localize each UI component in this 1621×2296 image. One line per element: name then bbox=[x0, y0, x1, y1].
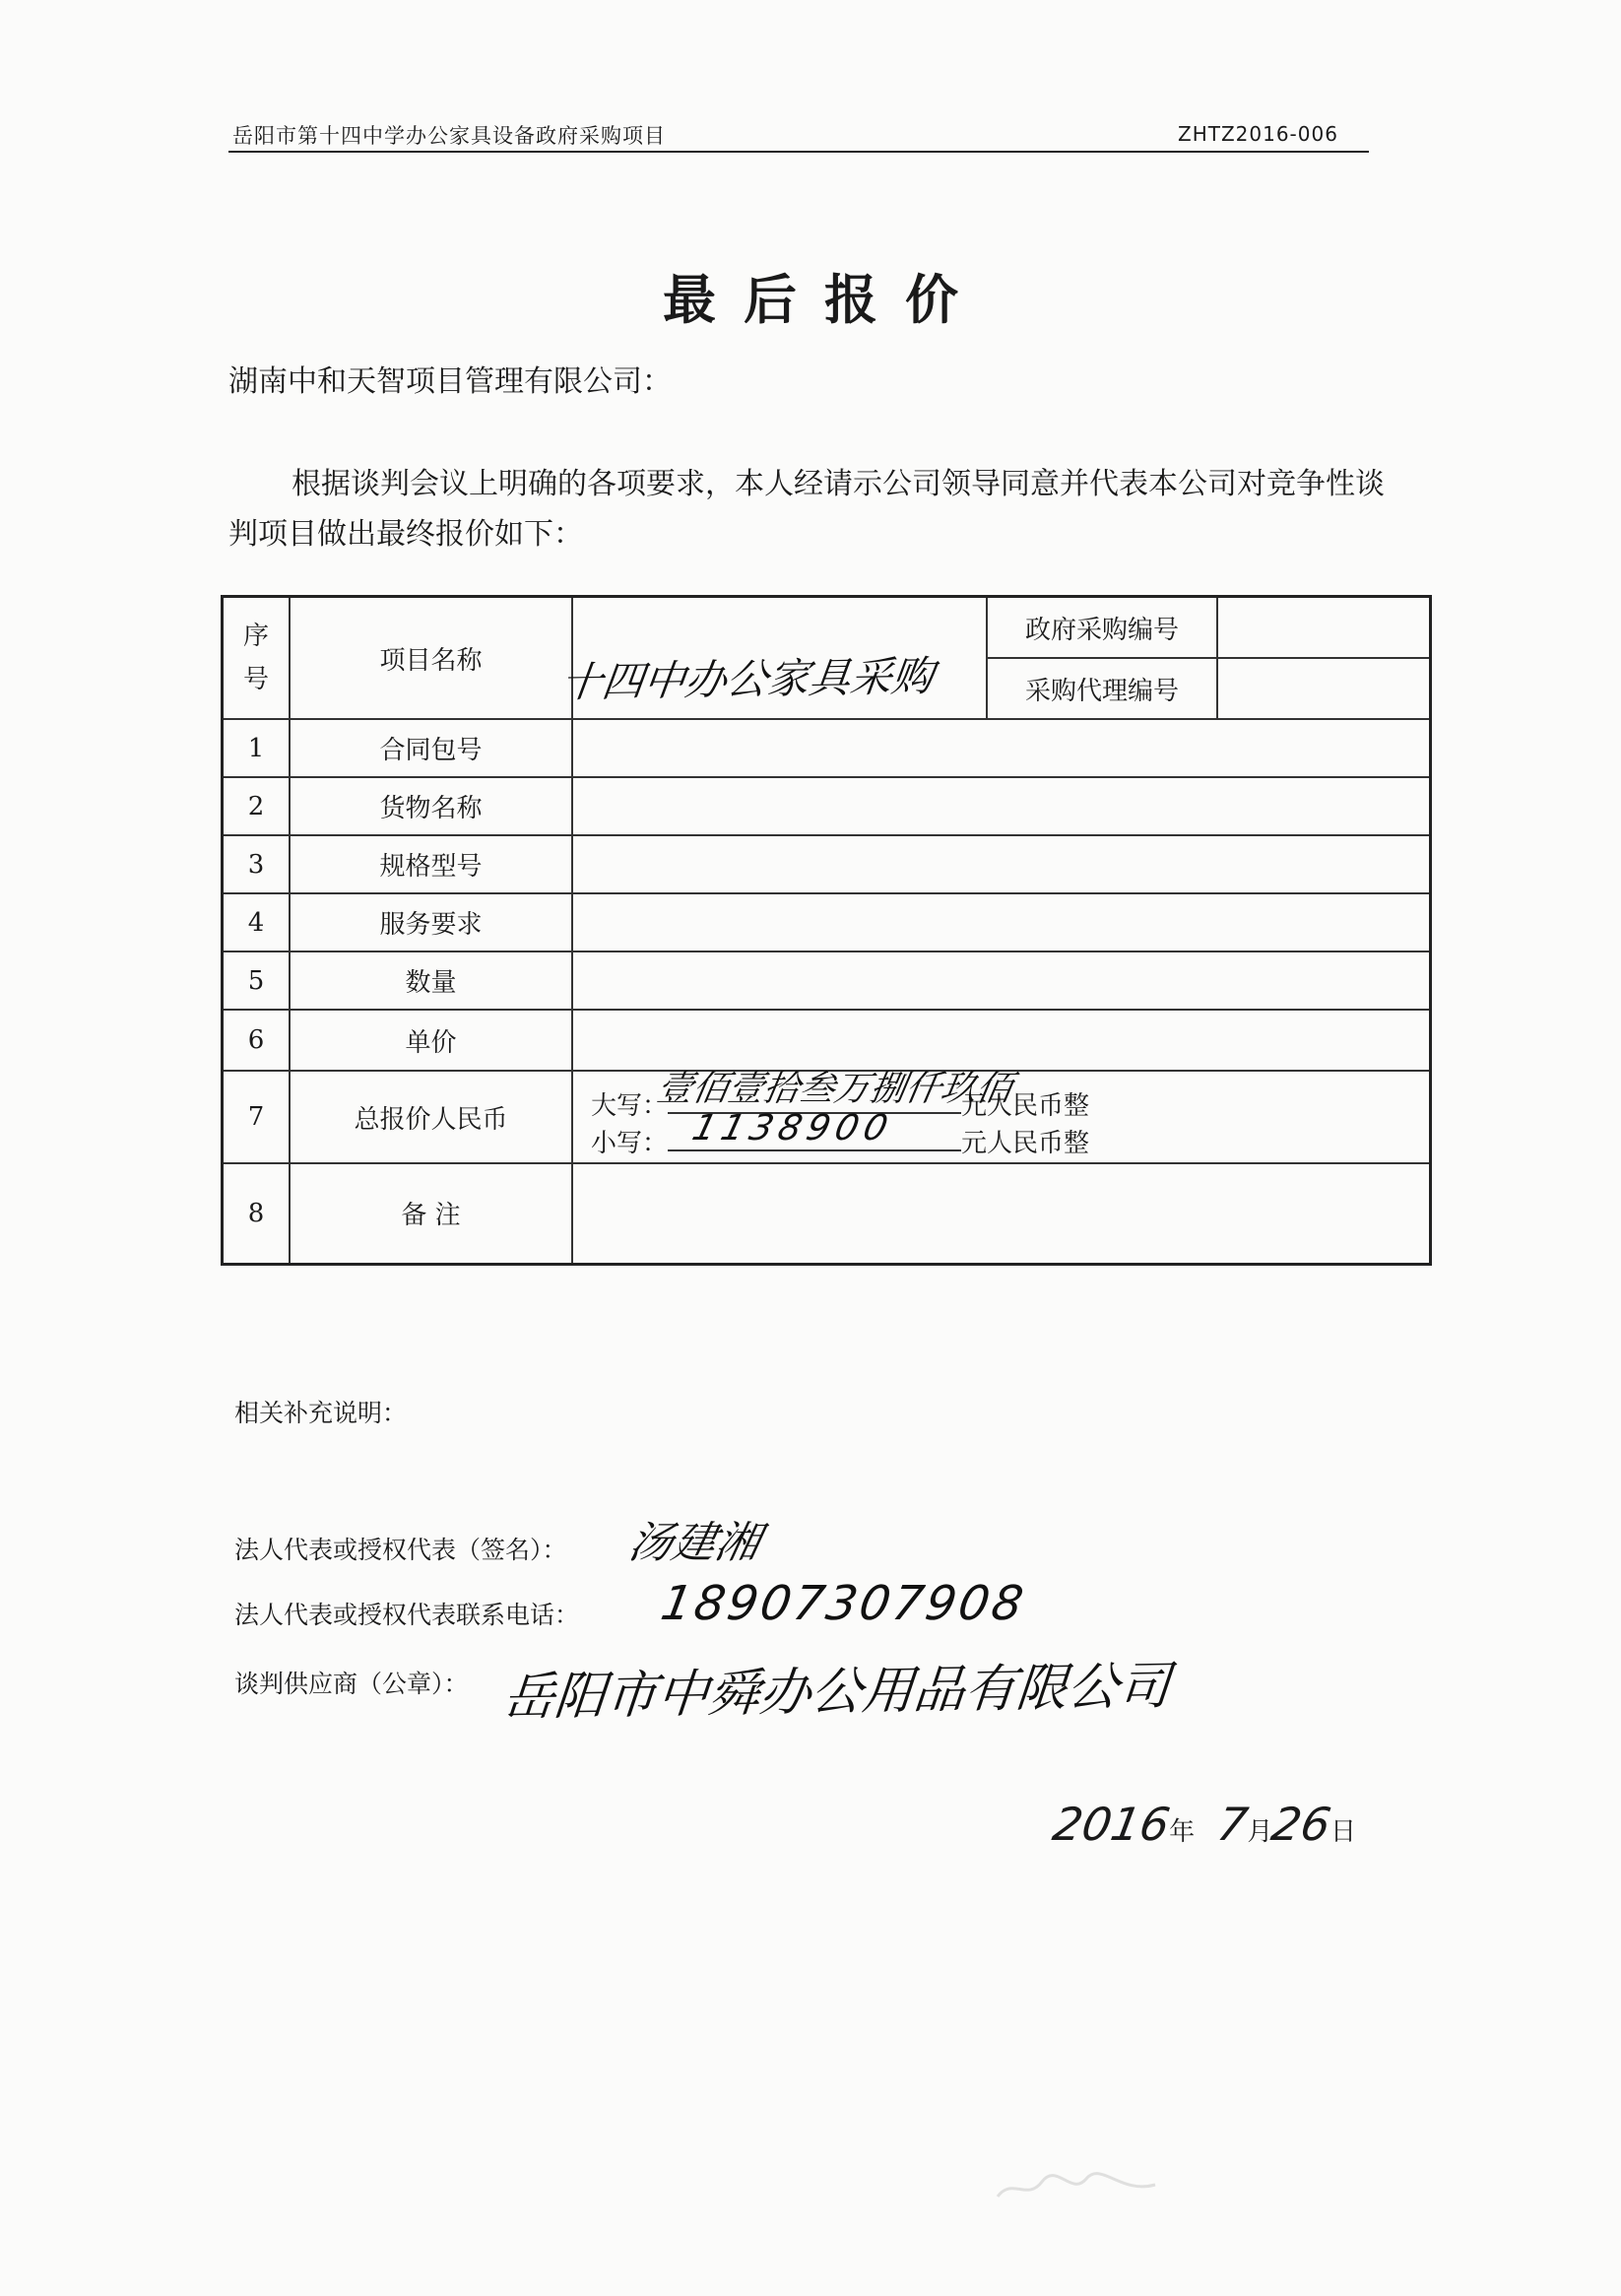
total-price-row bbox=[223, 1071, 1431, 1163]
row-value bbox=[572, 777, 1431, 835]
handwritten-year: 2016 bbox=[1049, 1798, 1174, 1851]
table-row bbox=[223, 951, 1431, 1010]
agent-code-value bbox=[1217, 658, 1429, 718]
row-seq: 5 bbox=[223, 951, 291, 1010]
representative-label: 法人代表或授权代表（签名）： bbox=[234, 1536, 567, 1564]
table-row bbox=[223, 893, 1431, 951]
faint-scribble-mark bbox=[993, 2167, 1160, 2206]
handwritten-supplier: 岳阳市中舜办公用品有限公司 bbox=[500, 1657, 1173, 1728]
day-suffix: 日 bbox=[1329, 1817, 1356, 1847]
row-label: 服务要求 bbox=[290, 893, 572, 951]
quote-table bbox=[221, 595, 1432, 1266]
month-suffix: 月 bbox=[1247, 1817, 1273, 1847]
project-name-label: 项目名称 bbox=[290, 597, 572, 720]
seq-header bbox=[223, 597, 291, 720]
table-row bbox=[223, 835, 1431, 893]
seq-header-top: 序 bbox=[242, 622, 269, 651]
handwritten-amount-upper: 壹佰壹拾叁万捌仟玖佰 bbox=[653, 1069, 1016, 1109]
row-label: 规格型号 bbox=[290, 835, 572, 893]
table-header-row bbox=[223, 597, 1431, 720]
handwritten-project-name: 十四中办公家具采购 bbox=[557, 651, 937, 707]
handwritten-phone: 18907307908 bbox=[657, 1576, 1030, 1631]
handwritten-amount-lower: 1138900 bbox=[687, 1108, 898, 1148]
table-row bbox=[223, 719, 1431, 777]
remark-row bbox=[223, 1163, 1431, 1264]
phone-label: 法人代表或授权代表联系电话： bbox=[234, 1601, 580, 1629]
row-seq: 7 bbox=[223, 1071, 291, 1163]
supplement-label: 相关补充说明： bbox=[234, 1399, 408, 1427]
amount-lower-prefix: 小写： bbox=[591, 1129, 669, 1158]
page-title: 最后报价 bbox=[663, 268, 986, 331]
table-row bbox=[223, 777, 1431, 835]
project-name-cell bbox=[557, 597, 1431, 720]
row-value bbox=[572, 951, 1431, 1010]
handwritten-signature: 汤建湘 bbox=[623, 1518, 765, 1568]
row-seq: 3 bbox=[223, 835, 291, 893]
row-value bbox=[572, 719, 1431, 777]
document-header-title: 岳阳市第十四中学办公家具设备政府采购项目 bbox=[232, 124, 666, 148]
amount-upper-suffix: 元人民币整 bbox=[961, 1091, 1090, 1121]
row-label: 合同包号 bbox=[290, 719, 572, 777]
document-code: ZHTZ2016-006 bbox=[1178, 122, 1338, 146]
amount-lower-line bbox=[591, 1108, 1090, 1159]
total-price-value bbox=[572, 1071, 1431, 1163]
addressee: 湖南中和天智项目管理有限公司： bbox=[228, 364, 672, 399]
row-seq: 8 bbox=[223, 1163, 291, 1264]
row-label: 货物名称 bbox=[290, 777, 572, 835]
remark-label: 备 注 bbox=[290, 1163, 572, 1264]
header-divider bbox=[228, 151, 1369, 153]
row-value bbox=[572, 893, 1431, 951]
row-seq: 1 bbox=[223, 719, 291, 777]
handwritten-month: 7 bbox=[1213, 1798, 1253, 1851]
row-seq: 6 bbox=[223, 1010, 291, 1071]
project-name-value bbox=[557, 598, 987, 718]
amount-upper-prefix: 大写： bbox=[591, 1091, 669, 1121]
gov-code-value bbox=[1217, 598, 1429, 658]
remark-value bbox=[572, 1163, 1431, 1264]
amount-lower-suffix: 元人民币整 bbox=[961, 1129, 1090, 1158]
year-suffix: 年 bbox=[1169, 1817, 1196, 1847]
amount-lower-fill bbox=[668, 1108, 961, 1151]
body-paragraph: 根据谈判会议上明确的各项要求，本人经请示公司领导同意并代表本公司对竞争性谈判项目做出最终报价如下： bbox=[228, 467, 1385, 552]
row-seq: 4 bbox=[223, 893, 291, 951]
row-seq: 2 bbox=[223, 777, 291, 835]
project-name-subtable bbox=[557, 598, 1429, 718]
gov-code-label: 政府采购编号 bbox=[987, 598, 1217, 658]
handwritten-day: 26 bbox=[1267, 1798, 1335, 1851]
date-line bbox=[1049, 1798, 1356, 1851]
seq-header-bottom: 号 bbox=[242, 665, 269, 694]
total-price-label: 总报价人民币 bbox=[290, 1071, 572, 1163]
row-label: 数量 bbox=[290, 951, 572, 1010]
supplier-label: 谈判供应商（公章）： bbox=[234, 1670, 469, 1698]
row-label: 单价 bbox=[290, 1010, 572, 1071]
row-value bbox=[572, 835, 1431, 893]
agent-code-label: 采购代理编号 bbox=[987, 658, 1217, 718]
